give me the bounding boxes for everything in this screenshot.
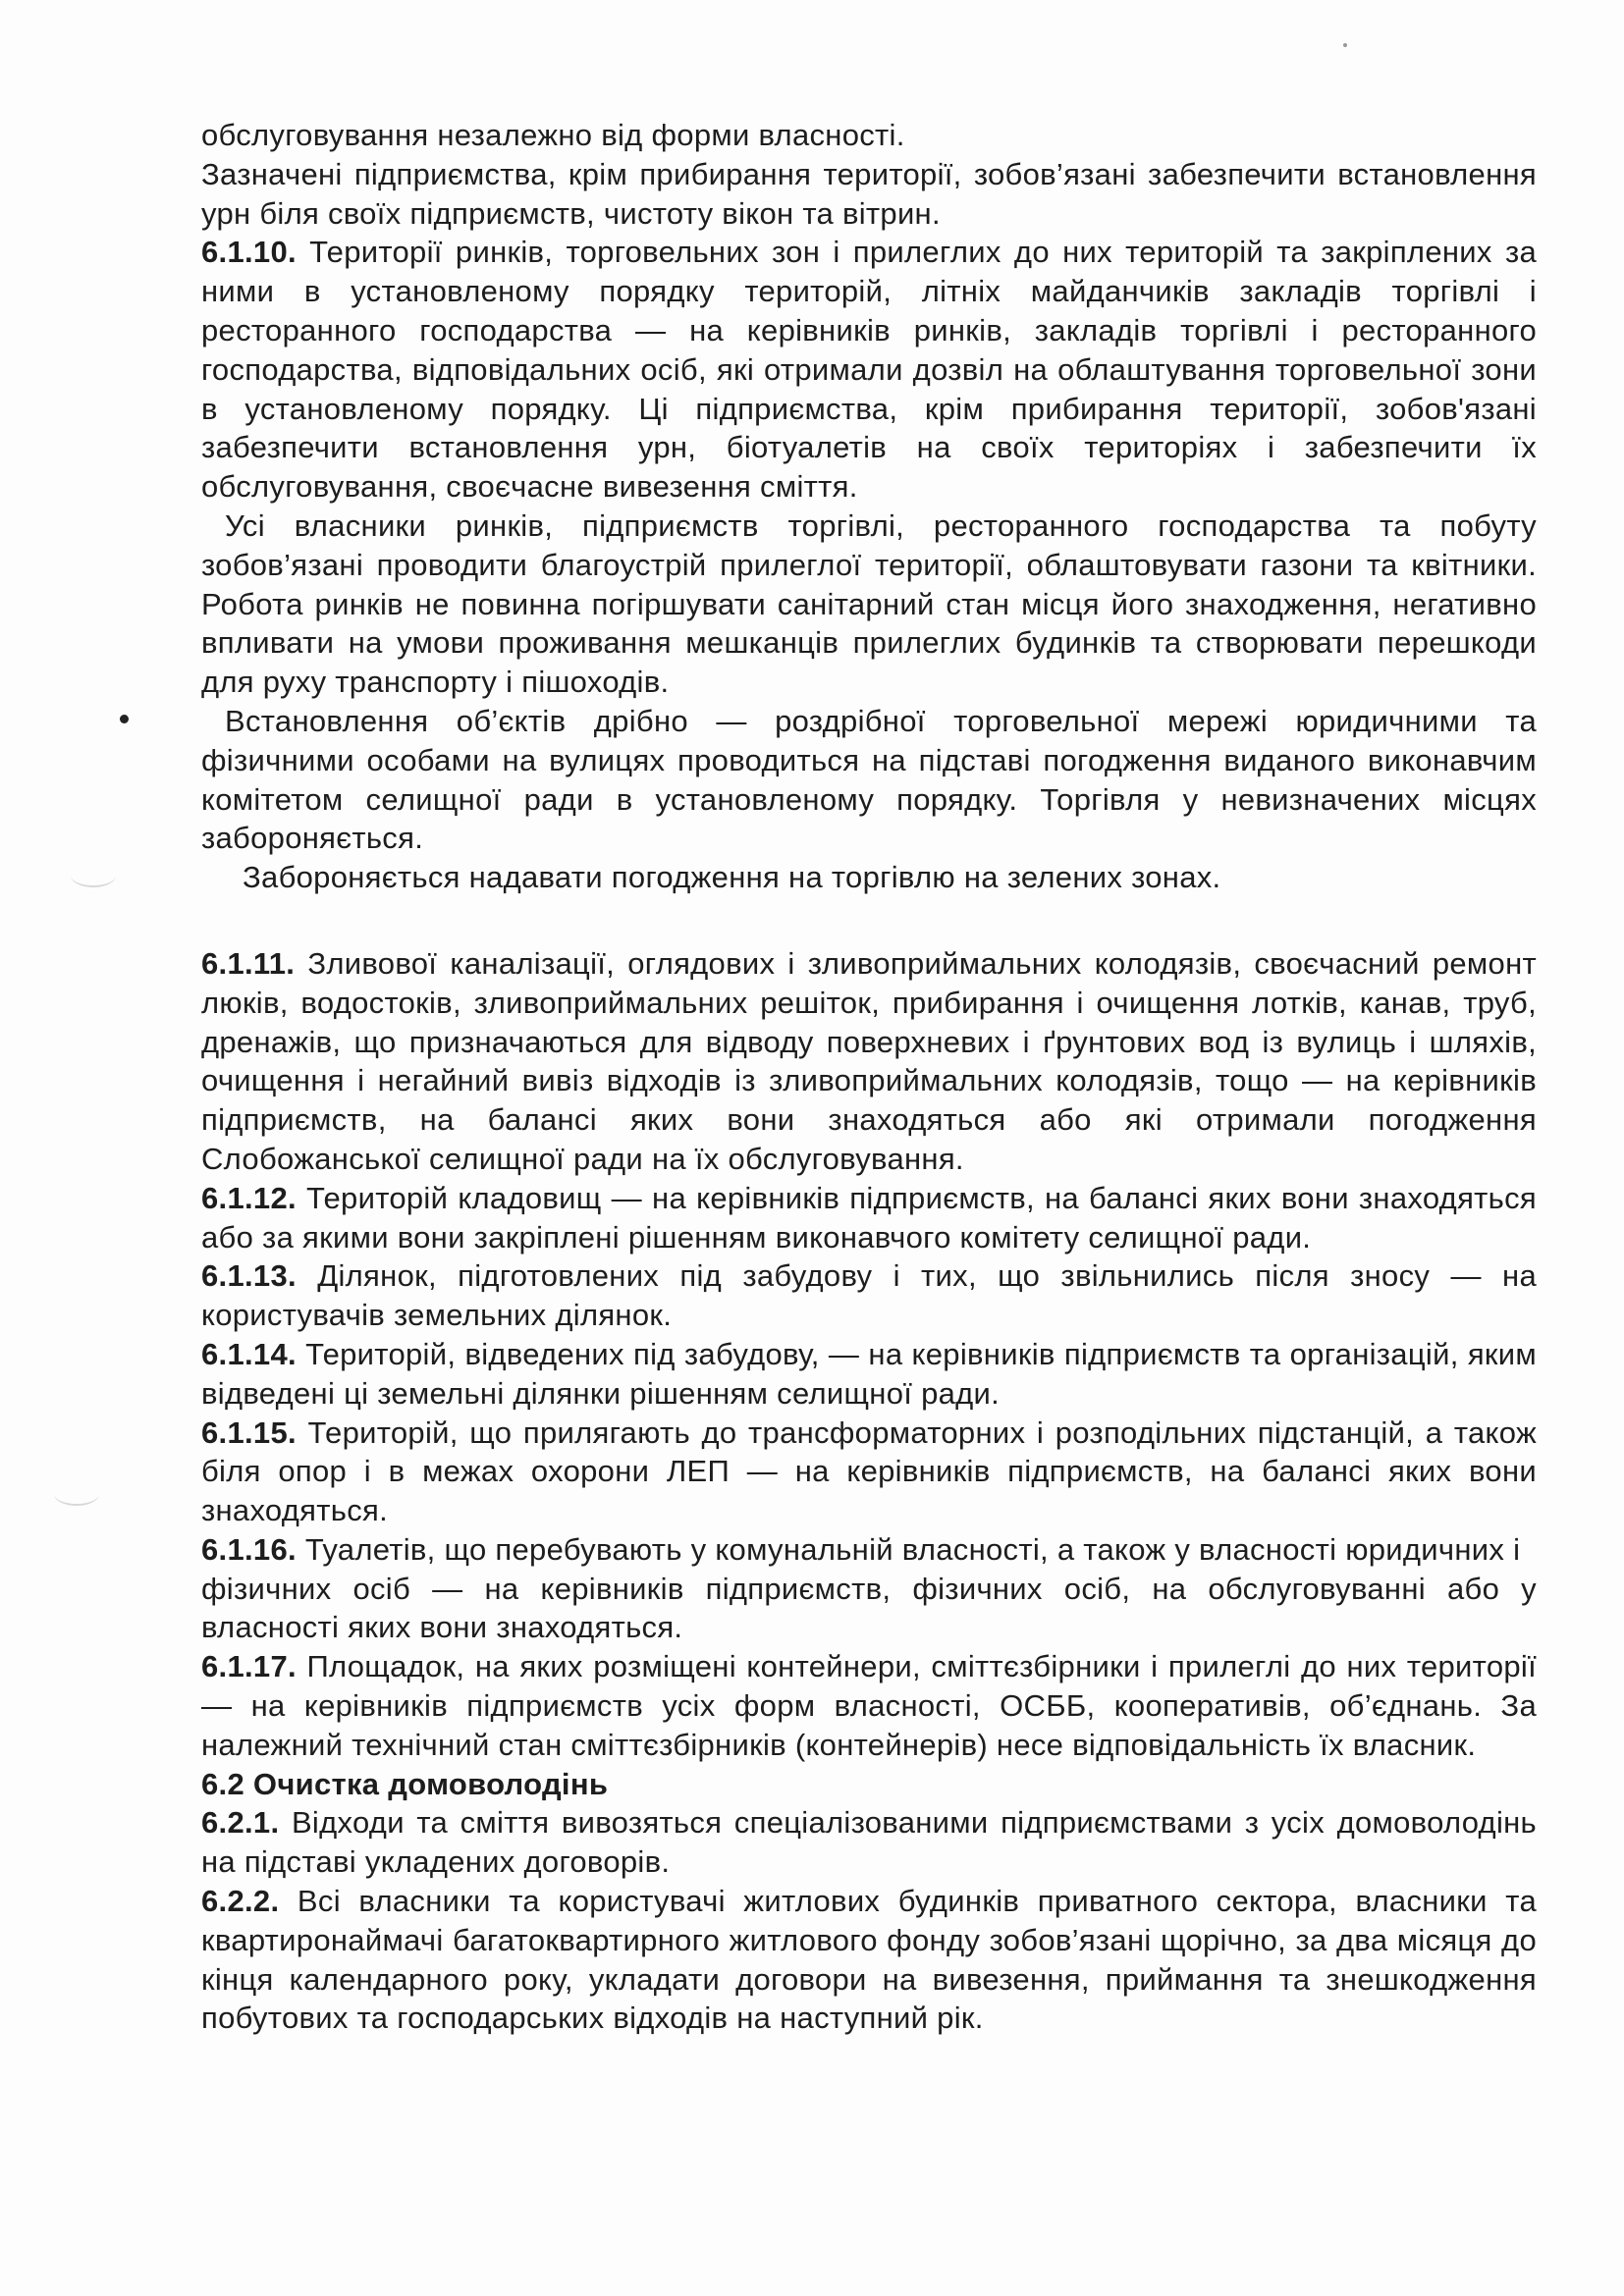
paragraph: [201, 507, 1537, 702]
clause-number: 6.1.10.: [201, 235, 297, 270]
paragraph-text: Усі власники ринків, підприємств торгівлі, ресторанного господарства та побуту зобов’язані проводити благоустрій прилеглої території, облаштовувати газони та квітники. Робота ринків не повинна погіршувати санітарний стан місця його знаходження, негативно впливати на умови проживання мешканців прилеглих будинків та створювати перешкоди для руху транспорту і пішоходів.: [201, 507, 1537, 700]
clause-number: 6.1.17.: [201, 1649, 297, 1684]
section-heading: 6.2 Очистка домоволодінь: [201, 1766, 609, 1801]
paragraph: [201, 1570, 1537, 1648]
clause-text: Територій, відведених під забудову, — на керівників підприємств та організацій, яким відведені ці земельні ділянки рішенням селищної ради.: [201, 1336, 1537, 1411]
paragraph: [201, 702, 1537, 858]
clause-number: 6.1.14.: [201, 1336, 297, 1371]
clause-number: 6.2.2.: [201, 1884, 280, 1919]
clause-number: 6.1.13.: [201, 1258, 297, 1294]
paragraph: [201, 155, 1537, 234]
clause-text: Зливової каналізації, оглядових і зливоприймальних колодязів, своєчасний ремонт люків, водостоків, зливоприймальних решіток, прибирання і очищення лотків, канав, труб, дренажів, що призначаються для відводу поверхневих і ґрунтових вод із вулиць і шляхів, очищення і негайний вивіз відходів із зливоприймальних колодязів, тощо — на керівників підприємств, на балансі яких вони знаходяться або які отримали погодження Слобожанської селищної ради на їх обслуговування.: [201, 945, 1537, 1176]
clause-text: Всі власники та користувачі житлових будинків приватного сектора, власники та квартиронаймачі багатоквартирного житлового фонду зобов’язані щорічно, за два місяця до кінця календарного року, укладати договори на вивезення, приймання та знешкодження побутових та господарських відходів на наступний рік.: [201, 1884, 1537, 2036]
paragraph-text: Забороняється надавати погодження на торгівлю на зелених зонах.: [243, 860, 1221, 895]
clause-6-1-12: [201, 1179, 1537, 1257]
clause-number: 6.1.16.: [201, 1531, 297, 1567]
clause-6-2-2: [201, 1882, 1537, 2038]
clause-text: Територій кладовищ — на керівників підприємств, на балансі яких вони знаходяться або за якими вони закріплені рішенням виконавчого комітету селищної ради.: [201, 1180, 1537, 1255]
paragraph-text: Зазначені підприємства, крім прибирання території, зобов’язані забезпечити встановлення урн біля своїх підприємств, чистоту вікон та вітрин.: [201, 156, 1537, 231]
clause-6-1-10: [201, 233, 1537, 507]
clause-6-2-1: [201, 1803, 1537, 1882]
paragraph: [201, 116, 1537, 155]
clause-number: 6.1.12.: [201, 1180, 297, 1215]
clause-number: 6.1.11.: [201, 945, 296, 981]
scan-dot-mark: [120, 715, 129, 723]
clause-text: Відходи та сміття вивозяться спеціалізованими підприємствами з усіх домоволодінь на підставі укладених договорів.: [201, 1805, 1537, 1880]
clause-6-1-14: [201, 1335, 1537, 1414]
document-body: [201, 116, 1537, 2038]
clause-text: Площадок, на яких розміщені контейнери, сміттєзбірники і прилеглі до них території — на керівників підприємств усіх форм власності, ОСББ, кооперативів, об’єднань. За належний технічний стан сміттєзбірників (контейнерів) несе відповідальність їх власник.: [201, 1649, 1537, 1762]
paragraph-text: фізичних осіб — на керівників підприємств, фізичних осіб, на обслуговуванні або у власності яких вони знаходяться.: [201, 1571, 1537, 1645]
clause-text: Туалетів, що перебувають у комунальній власності, а також у власності юридичних і: [304, 1531, 1521, 1567]
clause-6-1-11: [201, 944, 1537, 1179]
clause-text: Ділянок, підготовлених під забудову і тих, що звільнились після зносу — на користувачів земельних ділянок.: [201, 1258, 1537, 1333]
clause-6-1-16: [201, 1530, 1537, 1570]
clause-6-1-15: [201, 1414, 1537, 1530]
clause-number: 6.2.1.: [201, 1805, 280, 1841]
clause-6-1-17: [201, 1647, 1537, 1764]
clause-text: Територій, що прилягають до трансформаторних і розподільних підстанцій, а також біля опор і в межах охорони ЛЕП — на керівників підприємств, на балансі яких вони знаходяться.: [201, 1415, 1537, 1528]
paragraph-text: Встановлення об’єктів дрібно — роздрібної торговельної мережі юридичними та фізичними особами на вулицях проводиться на підставі погодження виданого виконавчим комітетом селищної ради в установленому порядку. Торгівля у невизначених місцях забороняється.: [201, 703, 1537, 856]
paragraph: [201, 858, 1537, 897]
paragraph-gap: [201, 897, 1537, 944]
clause-6-1-13: [201, 1256, 1537, 1335]
punch-hole-mark: [54, 1482, 99, 1506]
clause-text: Території ринків, торговельних зон і прилеглих до них територій та закріплених за ними в установленому порядку територій, літніх майданчиків закладів торгівлі і ресторанного господарства — на керівників ринків, закладів торгівлі і ресторанного господарства, відповідальних осіб, які отримали дозвіл на облаштування торговельної зони в установленому порядку. Ці підприємства, крім прибирання території, зобов'язані забезпечити встановлення урн, біотуалетів на своїх територіях і забезпечити їх обслуговування, своєчасне вивезення сміття.: [201, 235, 1537, 505]
clause-number: 6.1.15.: [201, 1415, 297, 1450]
scan-speck: [1343, 43, 1347, 47]
paragraph-text: обслуговування незалежно від форми власності.: [201, 118, 905, 152]
punch-hole-mark: [71, 864, 116, 887]
